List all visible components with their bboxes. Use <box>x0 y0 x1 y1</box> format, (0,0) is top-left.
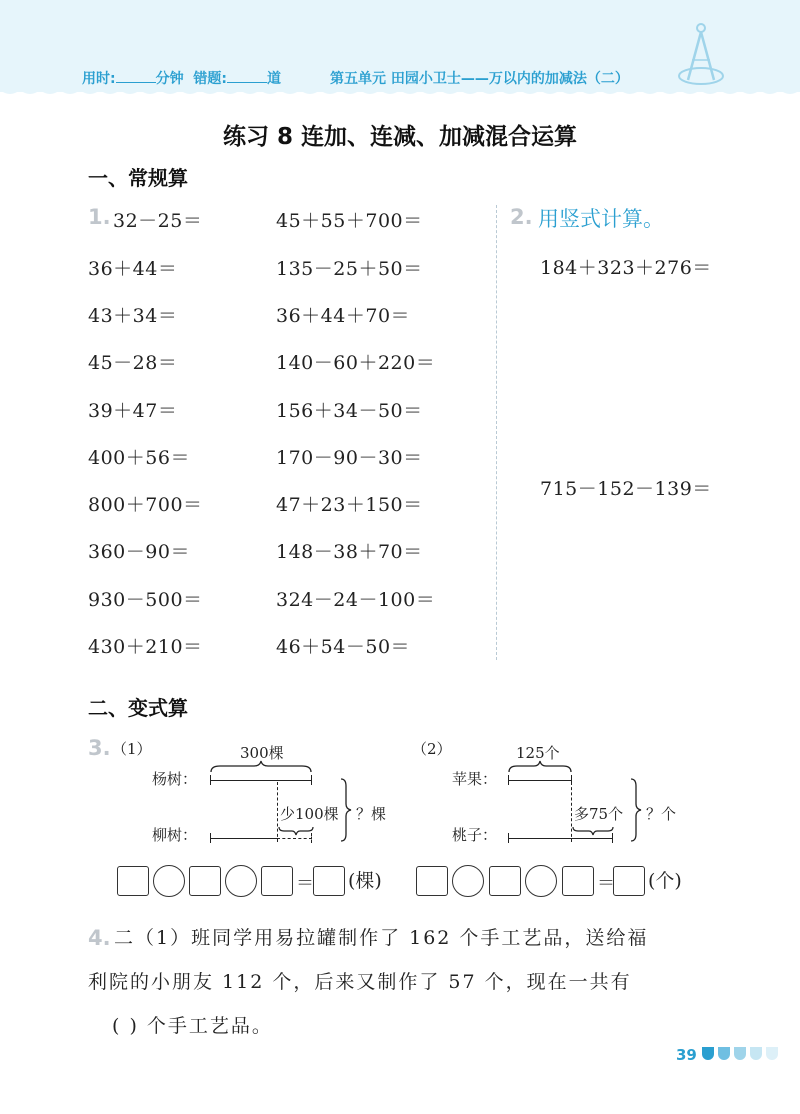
operator-circle[interactable] <box>525 865 557 897</box>
q3-part2-brace <box>508 760 572 774</box>
operator-circle[interactable] <box>225 865 257 897</box>
q1-col2-item: 156＋34－50＝ <box>276 400 423 422</box>
q1-col1-item: 39＋47＝ <box>88 400 178 422</box>
q3-part1-row2-label: 柳树： <box>152 826 198 844</box>
q1-col2-item: 148－38＋70＝ <box>276 541 423 563</box>
q1-col2-item: 170－90－30＝ <box>276 447 423 469</box>
footer-drop-icon <box>766 1047 778 1060</box>
q3-part2-diff-brace <box>572 826 614 836</box>
peach-segment <box>508 838 613 839</box>
q3-part2-unit: (个) <box>648 870 682 892</box>
answer-box[interactable] <box>117 866 149 896</box>
q1-number: 1. <box>88 205 111 229</box>
q2-instruction: 用竖式计算。 <box>538 207 664 231</box>
willow-segment <box>210 838 277 839</box>
q3-part2-diff-label: 多75个 <box>574 805 624 823</box>
q1-col2-item: 46＋54－50＝ <box>276 636 411 658</box>
q3-part1-top-label: 300棵 <box>240 744 284 762</box>
segment-tick <box>508 775 509 785</box>
errors-blank <box>227 70 267 83</box>
q1-col2-item: 135－25＋50＝ <box>276 258 423 280</box>
segment-tick <box>311 775 312 785</box>
footer-drop-icon <box>734 1047 746 1060</box>
q1-col1-item: 36＋44＝ <box>88 258 178 280</box>
unit-title: 第五单元 田园小卫士——万以内的加减法（二） <box>330 71 629 87</box>
q3-part2-tag: （2） <box>412 740 452 758</box>
q3-part1-question: ？棵 <box>356 805 387 823</box>
footer-drop-icon <box>718 1047 730 1060</box>
section-heading-1: 一、常规算 <box>88 166 188 190</box>
operator-circle[interactable] <box>153 865 185 897</box>
compass-icon <box>676 20 726 90</box>
q4-line-1: 二（1）班同学用易拉罐制作了 162 个手工艺品，送给福 <box>114 927 649 949</box>
q2-expression-1: 184＋323＋276＝ <box>540 257 712 279</box>
q1-col2-item: 47＋23＋150＝ <box>276 494 423 516</box>
q4-line-3: ( ) 个手工艺品。 <box>112 1015 273 1037</box>
q1-col2-item: 45＋55＋700＝ <box>276 210 423 232</box>
q1-col1-item: 45－28＝ <box>88 352 178 374</box>
q1-col1-item: 400＋56＝ <box>88 447 190 469</box>
q3-part1-tag: （1） <box>112 740 152 758</box>
q1-col2-item: 140－60＋220＝ <box>276 352 436 374</box>
q1-col1-item: 800＋700＝ <box>88 494 203 516</box>
answer-box[interactable] <box>562 866 594 896</box>
q3-part1-unit: (棵) <box>348 870 382 892</box>
q1-col1-item: 430＋210＝ <box>88 636 203 658</box>
q1-col1-item: 32－25＝ <box>113 210 203 232</box>
q3-part2-row1-label: 苹果： <box>452 770 498 788</box>
q3-part1-diff-brace <box>278 826 314 836</box>
q2-number: 2. <box>510 205 533 229</box>
answer-box[interactable] <box>613 866 645 896</box>
q3-part1-row1-label: 杨树： <box>152 770 198 788</box>
q3-part1-diff-dashed <box>277 838 312 839</box>
operator-circle[interactable] <box>452 865 484 897</box>
q1-col1-item: 360－90＝ <box>88 541 190 563</box>
q1-col1-item: 930－500＝ <box>88 589 203 611</box>
apple-segment <box>508 780 572 781</box>
column-divider <box>496 205 497 660</box>
q3-part1-diff-label: 少100棵 <box>280 805 339 823</box>
footer-drop-icon <box>750 1047 762 1060</box>
q3-part2-right-brace <box>630 778 642 842</box>
q3-part2-row2-label: 桃子： <box>452 826 498 844</box>
q1-col1-item: 43＋34＝ <box>88 305 178 327</box>
answer-box[interactable] <box>489 866 521 896</box>
header-time-label: 用时: 分钟 错题: 道 <box>82 71 281 87</box>
time-blank <box>116 70 156 83</box>
page-number: 39 <box>676 1046 697 1064</box>
poplar-segment <box>210 780 312 781</box>
q2-expression-2: 715－152－139＝ <box>540 478 712 500</box>
equals-sign: ＝ <box>597 873 615 894</box>
segment-tick <box>210 775 211 785</box>
answer-box[interactable] <box>416 866 448 896</box>
equals-sign: ＝ <box>296 873 314 894</box>
q3-part2-question: ？个 <box>646 805 677 823</box>
q4-number: 4. <box>88 926 111 950</box>
q3-number: 3. <box>88 736 111 760</box>
q4-line-2: 利院的小朋友 112 个，后来又制作了 57 个，现在一共有 <box>88 971 632 993</box>
q1-col2-item: 36＋44＋70＝ <box>276 305 411 327</box>
segment-tick <box>508 833 509 843</box>
answer-box[interactable] <box>261 866 293 896</box>
section-heading-2: 二、变式算 <box>88 696 188 720</box>
q3-part2-top-label: 125个 <box>516 744 560 762</box>
segment-tick <box>210 833 211 843</box>
q3-part1-brace <box>210 760 312 774</box>
answer-box[interactable] <box>189 866 221 896</box>
q1-col2-item: 324－24－100＝ <box>276 589 436 611</box>
q3-part1-right-brace <box>340 778 352 842</box>
footer-drop-icon <box>702 1047 714 1060</box>
answer-box[interactable] <box>313 866 345 896</box>
page-title: 练习 8 连加、连减、加减混合运算 <box>222 124 578 150</box>
